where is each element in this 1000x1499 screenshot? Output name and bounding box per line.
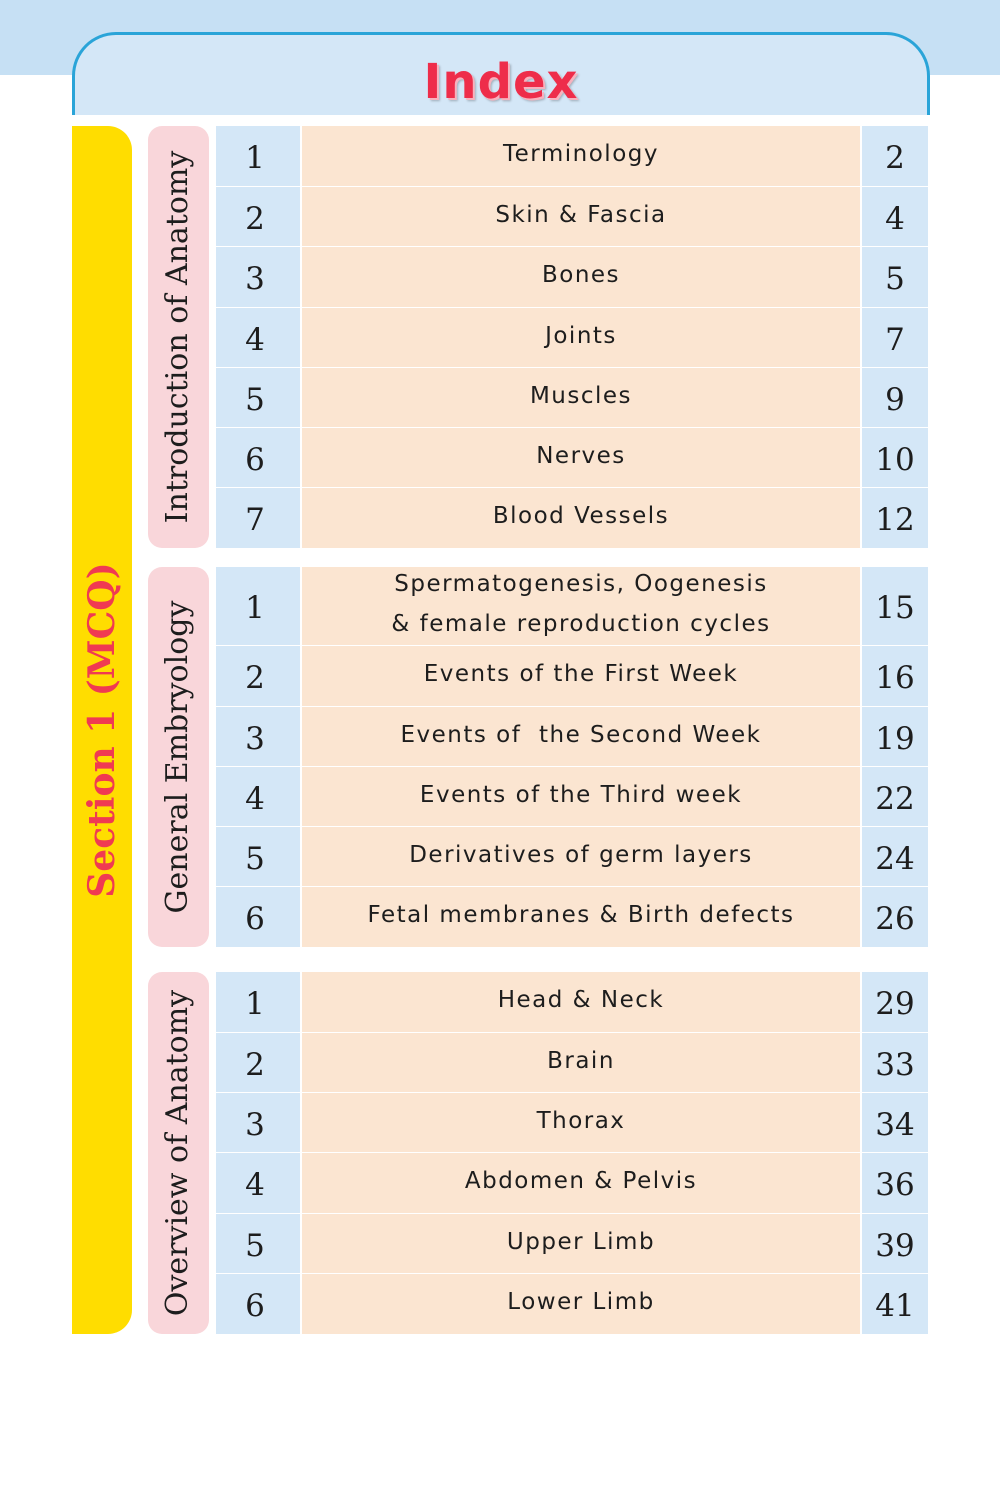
page-number: 9	[885, 381, 905, 418]
chapter-number-cell	[216, 428, 300, 488]
chapter-number: 3	[245, 261, 265, 297]
chapter-title-cell	[302, 1033, 860, 1093]
page-number-cell	[862, 308, 928, 368]
chapter-number-cell	[216, 1033, 300, 1093]
page-number: 39	[875, 1227, 915, 1264]
table-row[interactable]	[216, 247, 928, 308]
chapter-number: 2	[245, 200, 265, 237]
section-label: Section 1 (MCQ)	[81, 562, 123, 898]
table-row[interactable]	[216, 567, 928, 646]
page-number-cell	[862, 1033, 928, 1093]
chapter-number: 3	[245, 1106, 265, 1143]
page-number: 7	[885, 321, 905, 358]
chapter-title-cell	[302, 187, 860, 247]
chapter-number-cell	[216, 126, 300, 187]
table-row[interactable]	[216, 887, 928, 947]
page-number-cell	[862, 488, 928, 548]
group-label-box	[148, 972, 209, 1334]
chapter-number: 4	[245, 321, 265, 358]
group-label: General Embryology	[160, 600, 195, 914]
chapter-title: Brain	[547, 1047, 615, 1074]
page-number-cell	[862, 972, 928, 1033]
page-number: 12	[875, 502, 915, 538]
chapter-title: Muscles	[529, 382, 633, 409]
page-number-cell	[862, 1093, 928, 1153]
chapter-number: 2	[245, 660, 265, 696]
page-number: 33	[875, 1046, 915, 1083]
group-label: Overview of Anatomy	[160, 989, 195, 1317]
page-number: 15	[875, 590, 915, 626]
page-number-cell	[862, 1274, 928, 1334]
chapter-title-cell	[302, 707, 860, 767]
chapter-title: Upper Limb	[506, 1228, 656, 1255]
chapter-title-cell	[302, 972, 860, 1033]
chapter-number-cell	[216, 972, 300, 1033]
chapter-number-cell	[216, 567, 300, 646]
chapter-number-cell	[216, 308, 300, 368]
chapter-title: Events of the Second Week	[400, 721, 762, 748]
table-row[interactable]	[216, 767, 928, 827]
page-number-cell	[862, 126, 928, 187]
chapter-number: 1	[245, 590, 265, 626]
chapter-title-cell	[302, 827, 860, 887]
chapter-number: 5	[245, 381, 265, 418]
chapter-title-cell	[302, 247, 860, 308]
page-number-cell	[862, 428, 928, 488]
chapter-title-cell	[302, 308, 860, 368]
table-row[interactable]	[216, 972, 928, 1033]
page-number-cell	[862, 567, 928, 646]
chapter-number: 6	[245, 1288, 265, 1324]
page-number: 34	[875, 1106, 915, 1143]
chapter-number-cell	[216, 1274, 300, 1334]
chapter-number: 1	[245, 986, 265, 1022]
group-introduction-of-anatomy	[148, 126, 928, 548]
page-number-cell	[862, 368, 928, 428]
chapter-number-cell	[216, 646, 300, 707]
chapter-number: 4	[245, 1167, 265, 1203]
table-row[interactable]	[216, 1214, 928, 1274]
chapter-title: Derivatives of germ layers	[409, 841, 753, 868]
page-number: 36	[875, 1167, 915, 1203]
chapter-number: 6	[245, 441, 265, 478]
table-row[interactable]	[216, 1093, 928, 1153]
group-general-embryology	[148, 567, 928, 947]
chapter-number: 2	[245, 1046, 265, 1083]
page-number-cell	[862, 1214, 928, 1274]
page-number: 2	[885, 140, 905, 176]
chapter-title-cell	[302, 488, 860, 548]
chapter-number: 5	[245, 840, 265, 877]
group-label-box	[148, 567, 209, 947]
page-number-cell	[862, 247, 928, 308]
chapter-number-cell	[216, 1153, 300, 1214]
chapter-number: 1	[245, 140, 265, 176]
page-number: 10	[875, 441, 915, 478]
chapter-title: Bones	[541, 262, 621, 288]
chapter-title: Spermatogenesis, Oogenesis & female reproduction cycles	[391, 571, 771, 637]
chapter-number-cell	[216, 707, 300, 767]
chapter-number: 4	[245, 780, 265, 817]
chapter-title-cell	[302, 428, 860, 488]
chapter-title: Abdomen & Pelvis	[464, 1168, 698, 1194]
chapter-title: Nerves	[536, 442, 626, 469]
table-row[interactable]	[216, 827, 928, 887]
page-number: 41	[875, 1288, 915, 1324]
table-row[interactable]	[216, 707, 928, 767]
page-number-cell	[862, 187, 928, 247]
page-number-cell	[862, 707, 928, 767]
page-number: 22	[875, 780, 915, 817]
chapter-title: Head & Neck	[497, 987, 665, 1013]
chapter-number: 3	[245, 720, 265, 757]
page-number: 24	[875, 840, 915, 877]
chapter-title: Terminology	[503, 141, 659, 167]
table-row[interactable]	[216, 126, 928, 187]
chapter-title-cell	[302, 646, 860, 707]
chapter-number-cell	[216, 887, 300, 947]
chapter-number: 7	[245, 502, 265, 538]
chapter-number-cell	[216, 187, 300, 247]
chapter-title-cell	[302, 368, 860, 428]
chapter-number-cell	[216, 488, 300, 548]
page-number-cell	[862, 646, 928, 707]
page-number-cell	[862, 827, 928, 887]
chapter-title: Thorax	[536, 1107, 626, 1134]
group-overview-of-anatomy	[148, 972, 928, 1334]
table-row[interactable]	[216, 488, 928, 548]
page-number: 29	[875, 986, 915, 1022]
page-number: 26	[875, 901, 915, 937]
page-number-cell	[862, 1153, 928, 1214]
chapter-title: Fetal membranes & Birth defects	[367, 902, 795, 928]
page-title: Index	[423, 54, 579, 110]
table-row[interactable]	[216, 187, 928, 247]
chapter-number-cell	[216, 827, 300, 887]
group-label-box	[148, 126, 209, 548]
chapter-title: Events of the First Week	[423, 661, 739, 687]
chapter-title-cell	[302, 1214, 860, 1274]
chapter-title: Blood Vessels	[492, 503, 670, 529]
page-number: 5	[885, 261, 905, 297]
chapter-number: 6	[245, 901, 265, 937]
chapter-number-cell	[216, 368, 300, 428]
table-row[interactable]	[216, 308, 928, 368]
chapter-title: Joints	[545, 322, 617, 349]
chapter-title-cell	[302, 126, 860, 187]
page-number: 19	[875, 720, 915, 757]
chapter-title: Events of the Third week	[419, 781, 743, 808]
chapter-number-cell	[216, 1093, 300, 1153]
chapter-title-cell	[302, 1153, 860, 1214]
table-row[interactable]	[216, 1274, 928, 1334]
chapter-title: Lower Limb	[507, 1289, 655, 1315]
page-number-cell	[862, 887, 928, 947]
page-number-cell	[862, 767, 928, 827]
chapter-title: Skin & Fascia	[495, 201, 667, 228]
table-row[interactable]	[216, 428, 928, 488]
table-row[interactable]	[216, 1153, 928, 1214]
chapter-title-cell	[302, 887, 860, 947]
chapter-title-cell	[302, 1274, 860, 1334]
page-number: 4	[885, 200, 905, 237]
table-row[interactable]	[216, 646, 928, 707]
page-number: 16	[875, 660, 915, 696]
chapter-number-cell	[216, 767, 300, 827]
chapter-title-cell	[302, 1093, 860, 1153]
chapter-number-cell	[216, 247, 300, 308]
chapter-title-cell	[302, 767, 860, 827]
chapter-number-cell	[216, 1214, 300, 1274]
chapter-number: 5	[245, 1227, 265, 1264]
chapter-title-cell	[302, 567, 860, 646]
group-label: Introduction of Anatomy	[160, 150, 195, 524]
table-row[interactable]	[216, 1033, 928, 1093]
table-row[interactable]	[216, 368, 928, 428]
